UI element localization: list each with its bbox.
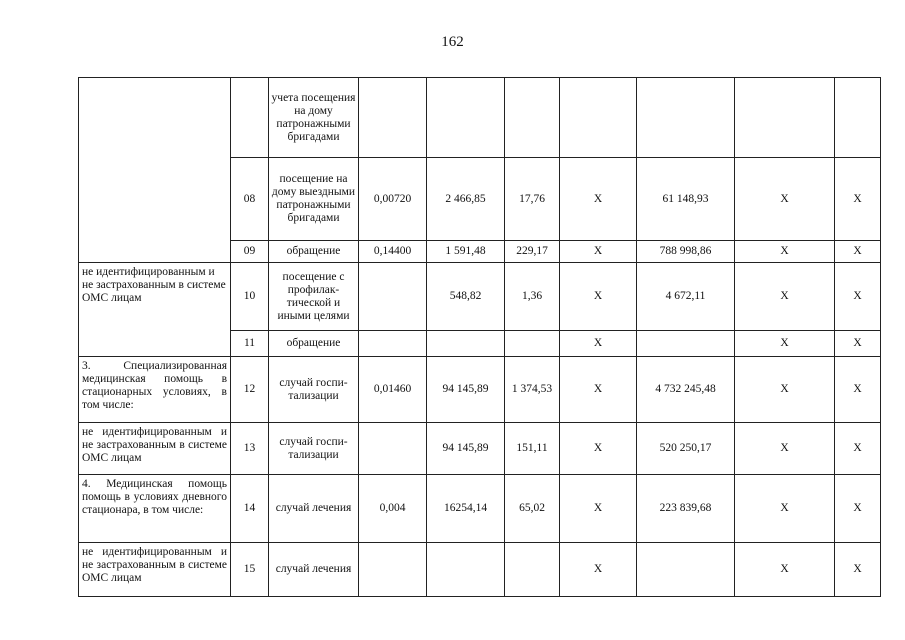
table-row [79,357,881,423]
cost-cell [427,331,505,357]
table-row [79,263,881,331]
unit-cell: случай госпи-тализации [269,423,359,475]
total-cell: 520 250,17 [637,423,735,475]
unit-cell: случай лечения [269,543,359,597]
column-7-cell: X [560,543,637,597]
total-cell [637,78,735,158]
column-10-cell: X [835,331,881,357]
total-cell: 4 672,11 [637,263,735,331]
table-row [79,78,881,158]
section-cell: не идентифицированным и не застрахованным в системе ОМС лицам [79,423,231,475]
column-10-cell [835,78,881,158]
column-9-cell [735,78,835,158]
cost-cell: 2 466,85 [427,158,505,241]
row-code [231,78,269,158]
column-9-cell: X [735,263,835,331]
total-cell: 4 732 245,48 [637,357,735,423]
cost-cell: 94 145,89 [427,423,505,475]
page-number: 162 [441,34,464,50]
section-cell: 3. Специализированная медицинская помощь в стационарных условиях, в том числе: [79,357,231,423]
section-cell [79,78,231,263]
norm-cell [359,263,427,331]
total-cell: 788 998,86 [637,241,735,263]
column-10-cell: X [835,241,881,263]
row-code: 11 [231,331,269,357]
unit-cell: случай лечения [269,475,359,543]
per-capita-cell: 1 374,53 [505,357,560,423]
column-9-cell: X [735,543,835,597]
norm-cell [359,423,427,475]
total-cell: 223 839,68 [637,475,735,543]
unit-cell: посещение на дому выездными патронажными бригадами [269,158,359,241]
per-capita-cell [505,543,560,597]
section-cell: не идентифицированным и не застрахованным в системе ОМС лицам [79,263,231,357]
row-code: 10 [231,263,269,331]
unit-cell: случай госпи-тализации [269,357,359,423]
column-7-cell: X [560,331,637,357]
column-9-cell: X [735,475,835,543]
per-capita-cell: 151,11 [505,423,560,475]
cost-cell: 16254,14 [427,475,505,543]
column-7-cell: X [560,263,637,331]
unit-cell: посещение с профилак-тической и иными целями [269,263,359,331]
cost-cell [427,543,505,597]
tariff-table [78,77,881,597]
column-10-cell: X [835,158,881,241]
column-9-cell: X [735,158,835,241]
total-cell [637,331,735,357]
norm-cell [359,543,427,597]
column-10-cell: X [835,543,881,597]
total-cell [637,543,735,597]
table-row [79,475,881,543]
per-capita-cell: 229,17 [505,241,560,263]
per-capita-cell [505,78,560,158]
column-9-cell: X [735,423,835,475]
section-cell: 4. Медицинская помощь помощь в условиях дневного стационара, в том числе: [79,475,231,543]
row-code: 08 [231,158,269,241]
column-7-cell: X [560,158,637,241]
column-9-cell: X [735,357,835,423]
column-7-cell [560,78,637,158]
per-capita-cell: 17,76 [505,158,560,241]
column-10-cell: X [835,357,881,423]
column-10-cell: X [835,475,881,543]
norm-cell [359,331,427,357]
column-9-cell: X [735,331,835,357]
per-capita-cell: 1,36 [505,263,560,331]
table-row [79,543,881,597]
unit-cell: обращение [269,331,359,357]
cost-cell: 1 591,48 [427,241,505,263]
unit-cell: обращение [269,241,359,263]
norm-cell [359,78,427,158]
norm-cell: 0,01460 [359,357,427,423]
section-cell: не идентифицированным и не застрахованным в системе ОМС лицам [79,543,231,597]
norm-cell: 0,14400 [359,241,427,263]
per-capita-cell: 65,02 [505,475,560,543]
table-row [79,423,881,475]
row-code: 09 [231,241,269,263]
column-9-cell: X [735,241,835,263]
cost-cell: 548,82 [427,263,505,331]
row-code: 14 [231,475,269,543]
cost-cell: 94 145,89 [427,357,505,423]
total-cell: 61 148,93 [637,158,735,241]
row-code: 13 [231,423,269,475]
column-7-cell: X [560,357,637,423]
column-7-cell: X [560,475,637,543]
row-code: 12 [231,357,269,423]
norm-cell: 0,004 [359,475,427,543]
column-10-cell: X [835,423,881,475]
column-7-cell: X [560,241,637,263]
cost-cell [427,78,505,158]
norm-cell: 0,00720 [359,158,427,241]
row-code: 15 [231,543,269,597]
column-10-cell: X [835,263,881,331]
column-7-cell: X [560,423,637,475]
per-capita-cell [505,331,560,357]
unit-cell: учета посещения на дому патронажными бригадами [269,78,359,158]
